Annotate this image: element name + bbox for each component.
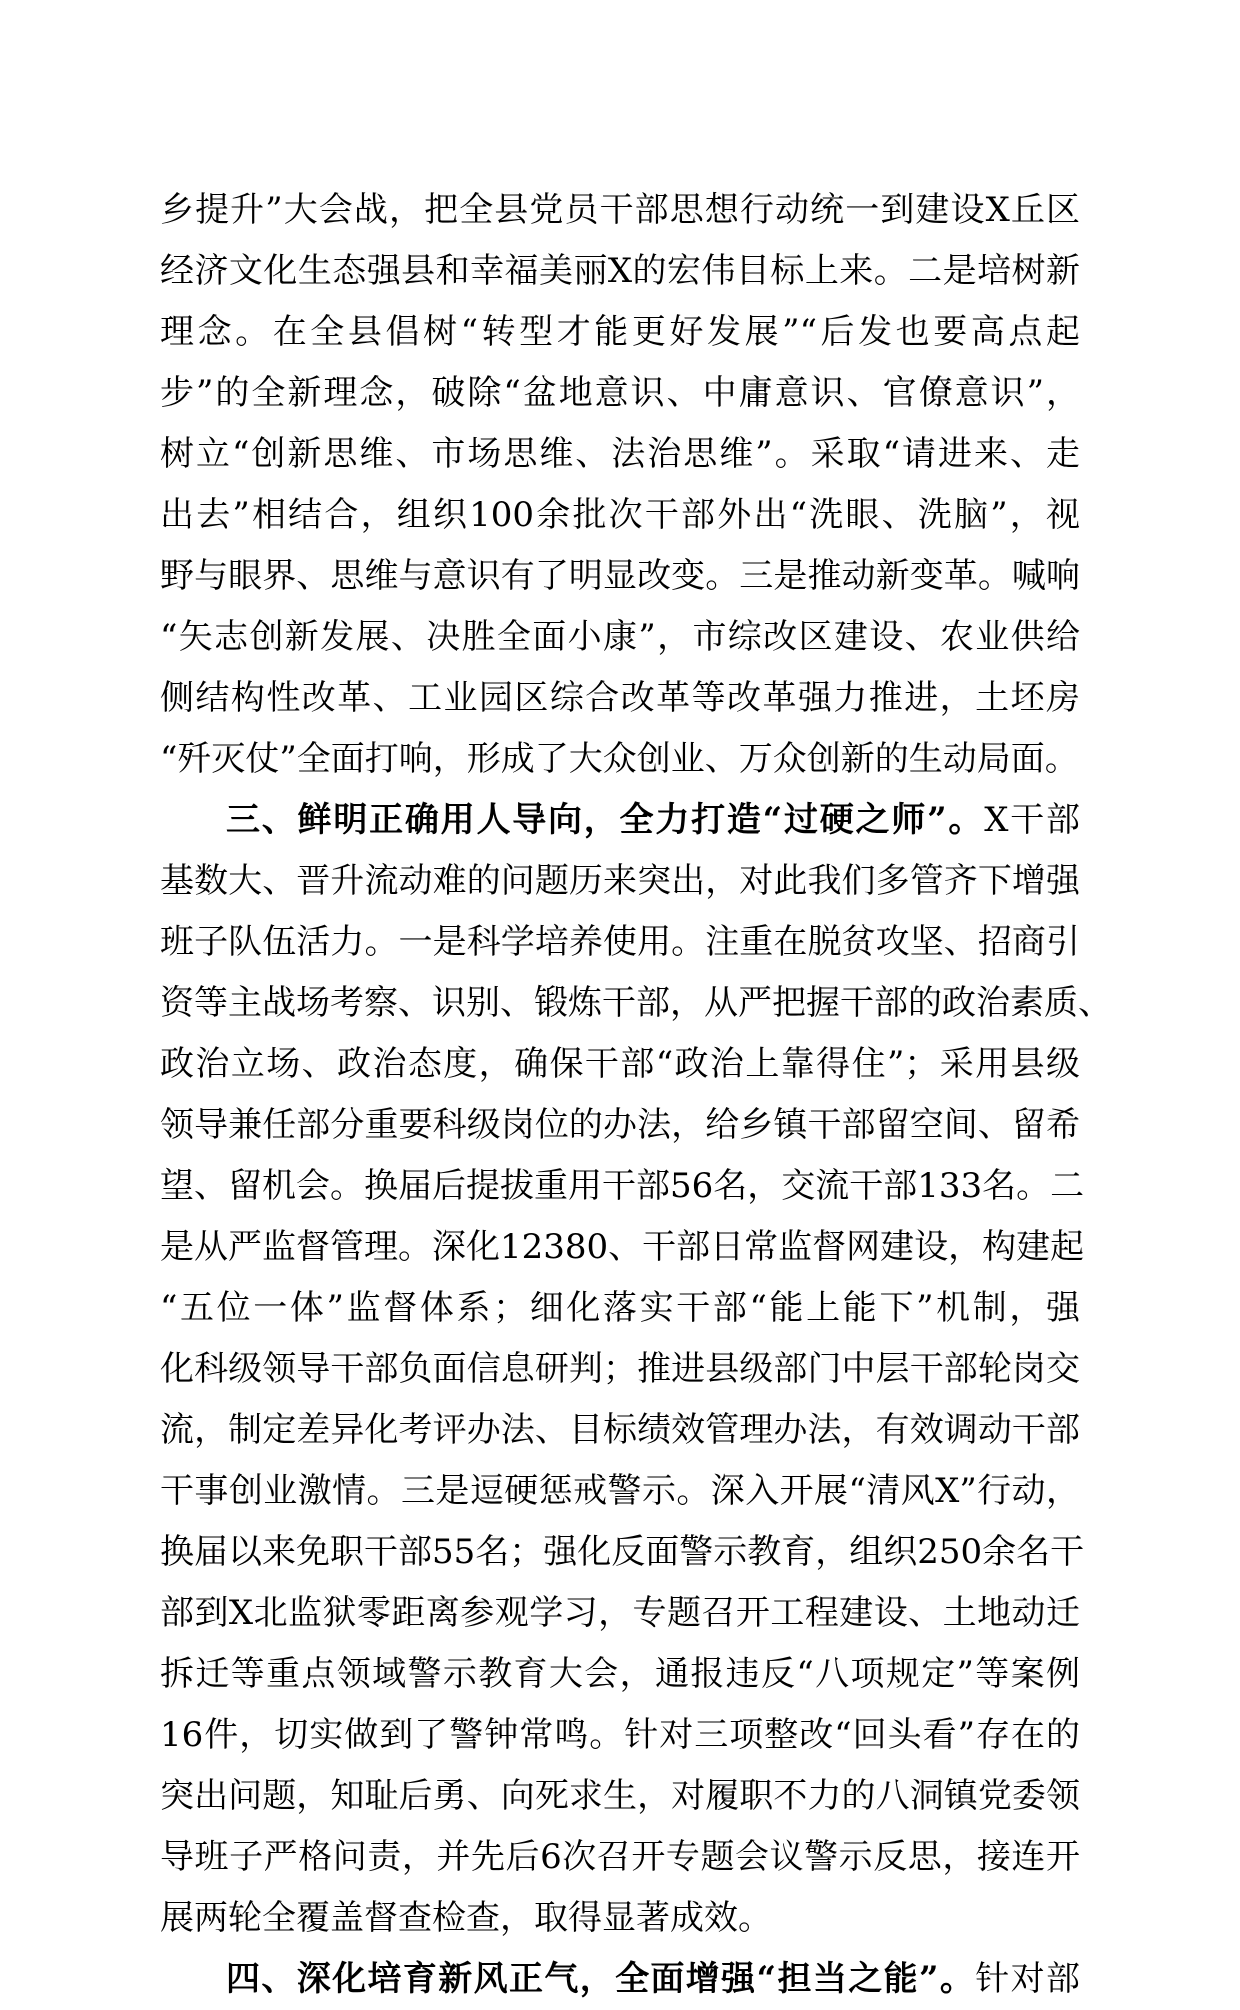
text-line: 是从严监督管理。深化12380、干部日常监督网建设，构建起 (160, 1227, 1085, 1267)
text-line: 部到X北监狱零距离参观学习，专题召开工程建设、土地动迁 (160, 1593, 1080, 1633)
text-line: 导班子严格问责，并先后6次召开专题会议警示反思，接连开 (160, 1837, 1080, 1877)
section-4-heading: 四、深化培育新风正气，全面增强“担当之能”。 (226, 1959, 976, 1999)
text-line: “五位一体”监督体系；细化落实干部“能上能下”机制，强 (160, 1288, 1080, 1328)
text-line: 步”的全新理念，破除“盆地意识、中庸意识、官僚意识”， (160, 373, 1080, 413)
paragraph-1 (160, 180, 1080, 790)
section-3-heading: 三、鲜明正确用人导向，全力打造“过硬之师”。 (226, 800, 985, 840)
text-line: 乡提升”大会战，把全县党员干部思想行动统一到建设X丘区 (160, 190, 1080, 230)
text-line: 展两轮全覆盖督查检查，取得显著成效。 (160, 1898, 772, 1938)
text-line: 班子队伍活力。一是科学培养使用。注重在脱贫攻坚、招商引 (160, 922, 1080, 962)
section-heading-line (160, 1949, 1080, 2010)
text-line: 野与眼界、思维与意识有了明显改变。三是推动新变革。喊响 (160, 556, 1080, 596)
text-line: “歼灭仗”全面打响，形成了大众创业、万众创新的生动局面。 (160, 739, 1079, 779)
section-4-first-line-rest: 针对部 (975, 1959, 1080, 1999)
text-line: “矢志创新发展、决胜全面小康”，市综改区建设、农业供给 (160, 617, 1080, 657)
text-line: 望、留机会。换届后提拔重用干部56名，交流干部133名。二 (160, 1166, 1085, 1206)
section-4 (160, 1949, 1080, 2010)
text-line: 流，制定差异化考评办法、目标绩效管理办法，有效调动干部 (160, 1410, 1080, 1450)
text-line: 树立“创新思维、市场思维、法治思维”。采取“请进来、走 (160, 434, 1080, 474)
text-line: 基数大、晋升流动难的问题历来突出，对此我们多管齐下增强 (160, 861, 1080, 901)
document-page (160, 180, 1112, 2010)
text-line: 出去”相结合，组织100余批次干部外出“洗眼、洗脑”，视 (160, 495, 1080, 535)
text-line: 16件，切实做到了警钟常鸣。针对三项整改“回头看”存在的 (160, 1715, 1080, 1755)
section-3 (160, 790, 1112, 1949)
text-line: 政治立场、政治态度，确保干部“政治上靠得住”；采用县级 (160, 1044, 1080, 1084)
text-line: 理念。在全县倡树“转型才能更好发展”“后发也要高点起 (160, 312, 1080, 352)
text-line: 侧结构性改革、工业园区综合改革等改革强力推进，土坯房 (160, 678, 1080, 718)
text-line: 干事创业激情。三是逗硬惩戒警示。深入开展“清风X”行动， (160, 1471, 1080, 1511)
text-line: 资等主战场考察、识别、锻炼干部，从严把握干部的政治素质、 (160, 983, 1112, 1023)
text-line: 突出问题，知耻后勇、向死求生，对履职不力的八洞镇党委领 (160, 1776, 1080, 1816)
text-line: 领导兼任部分重要科级岗位的办法，给乡镇干部留空间、留希 (160, 1105, 1080, 1145)
section-heading-line (160, 790, 1080, 851)
text-line: 拆迁等重点领域警示教育大会，通报违反“八项规定”等案例 (160, 1654, 1080, 1694)
text-line: 经济文化生态强县和幸福美丽X的宏伟目标上来。二是培树新 (160, 251, 1080, 291)
text-line: 换届以来免职干部55名；强化反面警示教育，组织250余名干 (160, 1532, 1085, 1572)
section-3-first-line-rest: X干部 (984, 800, 1080, 840)
text-line: 化科级领导干部负面信息研判；推进县级部门中层干部轮岗交 (160, 1349, 1080, 1389)
